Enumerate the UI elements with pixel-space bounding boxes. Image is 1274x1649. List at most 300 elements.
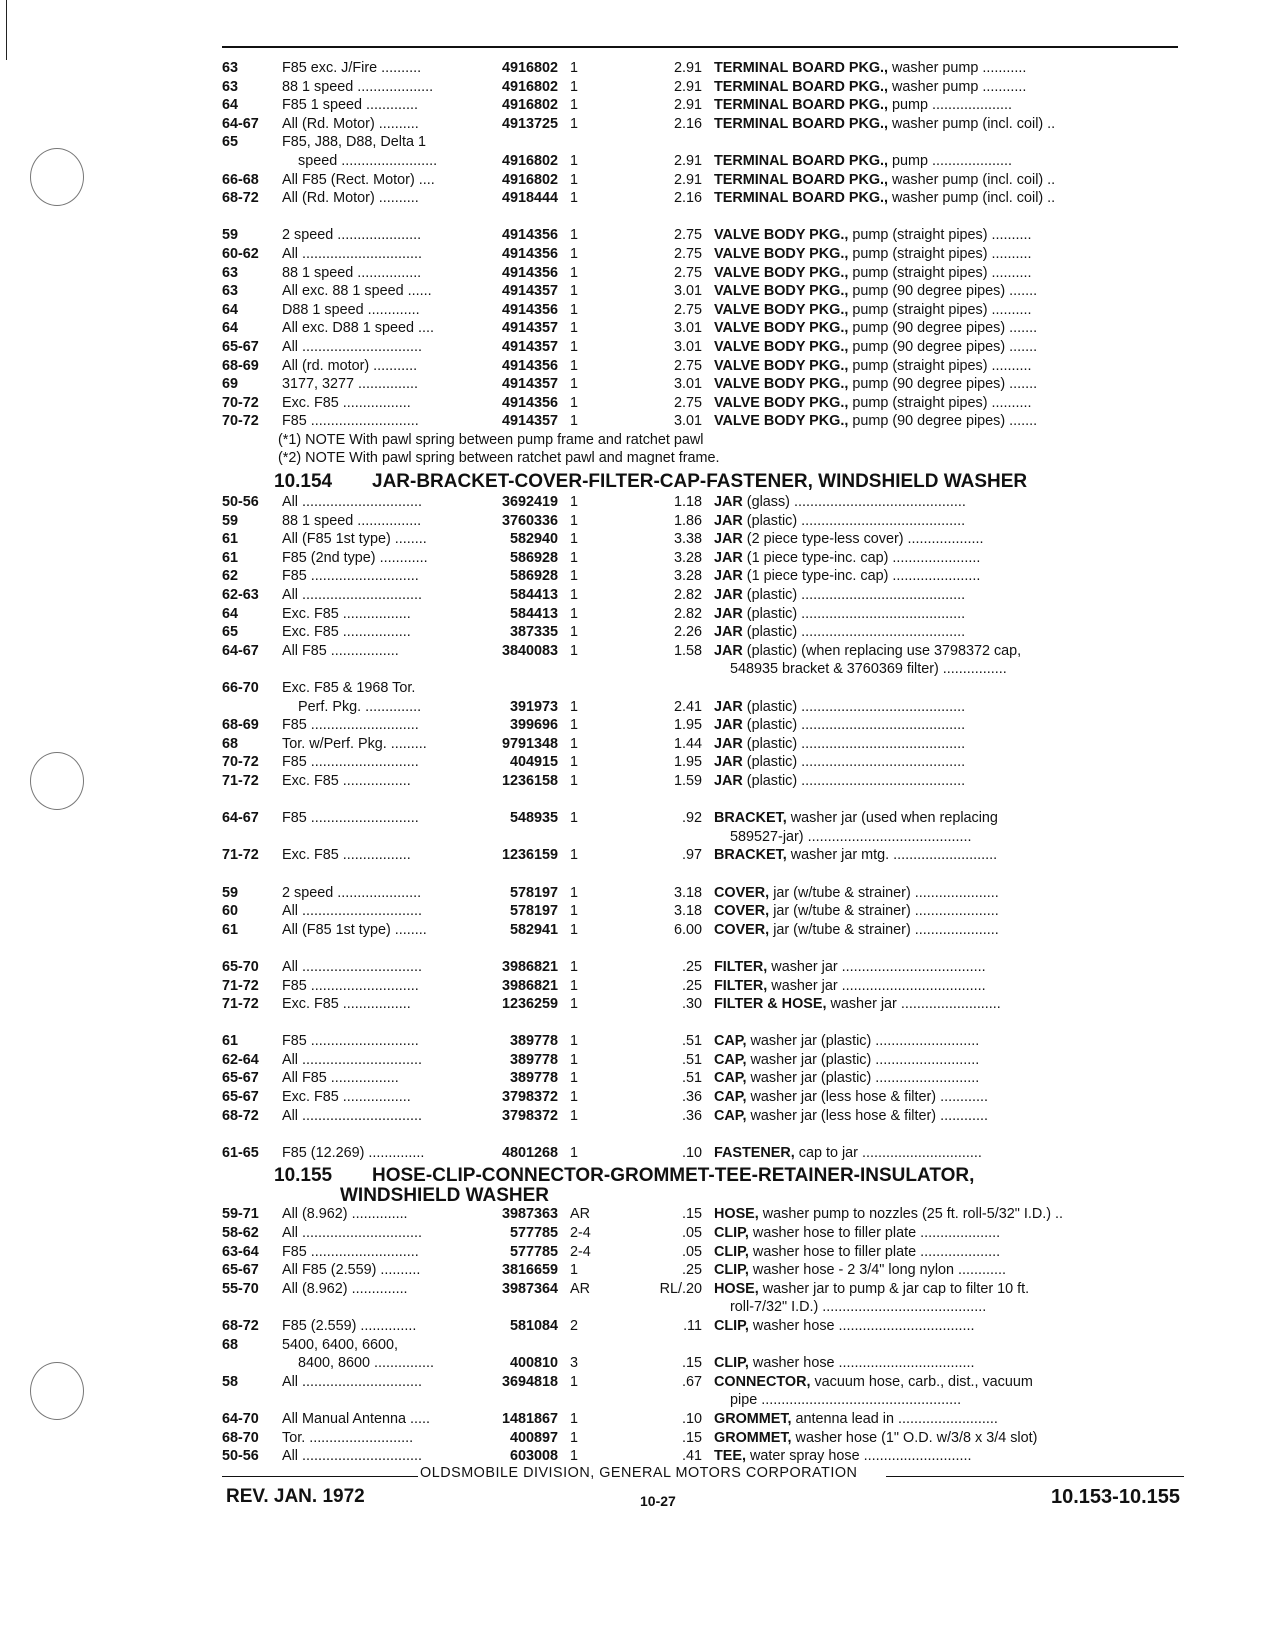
description	[714, 846, 1182, 865]
application: F85, J88, D88, Delta 1	[282, 134, 426, 151]
quantity: 1	[570, 642, 579, 659]
application: 88 1 speed ................	[282, 512, 422, 529]
application: All ..............................	[282, 494, 422, 511]
parts-row	[222, 1144, 1182, 1163]
parts-row	[222, 977, 1182, 996]
price: .05	[681, 1243, 702, 1260]
quantity: 1	[570, 115, 579, 132]
quantity: 1	[570, 97, 579, 114]
part-number: 4914357	[501, 338, 558, 355]
price: .10	[681, 1410, 702, 1427]
application: All ..............................	[282, 1051, 422, 1068]
description	[714, 1107, 1182, 1126]
description-detail: jar (w/tube & strainer) .....................	[773, 921, 999, 938]
parts-row	[222, 189, 1182, 208]
application: All (Rd. Motor) ..........	[282, 190, 419, 207]
description-detail: washer jar (plastic) ..........................	[750, 1070, 980, 1087]
parts-row	[222, 1336, 1182, 1355]
footer-section-range: 10.153-10.155	[1050, 1486, 1180, 1508]
description-name: JAR	[714, 512, 743, 529]
description-name: HOSE,	[714, 1206, 759, 1223]
row-gap	[222, 939, 1182, 958]
quantity: 1	[570, 376, 579, 393]
application: 2 speed .....................	[282, 884, 422, 901]
year-range: 65-67	[222, 1262, 259, 1279]
year-range: 65-70	[222, 958, 259, 975]
punch-hole	[30, 752, 84, 810]
description	[714, 772, 1182, 791]
part-number: 4916802	[501, 78, 558, 95]
parts-row	[222, 1051, 1182, 1070]
quantity: 1	[570, 245, 579, 262]
year-range: 64	[222, 320, 239, 337]
parts-list	[222, 59, 1182, 1466]
year-range: 70-72	[222, 413, 259, 430]
application: All Manual Antenna .....	[282, 1410, 430, 1427]
application: Exc. F85 .................	[282, 605, 411, 622]
quantity: 1	[570, 413, 579, 430]
parts-row	[222, 133, 1182, 152]
description	[714, 1069, 1182, 1088]
part-number: 3987363	[501, 1206, 558, 1223]
part-number: 3694818	[501, 1373, 558, 1390]
section-title: HOSE-CLIP-CONNECTOR-GROMMET-TEE-RETAINER-INSULATOR,	[372, 1165, 975, 1187]
description-name: CLIP,	[714, 1243, 749, 1260]
price: 3.01	[673, 283, 702, 300]
description	[714, 549, 1182, 568]
row-gap	[222, 208, 1182, 227]
row-gap	[222, 1014, 1182, 1033]
quantity: 1	[570, 903, 579, 920]
quantity: 1	[570, 1089, 579, 1106]
description	[714, 1224, 1182, 1243]
price: 2.41	[673, 698, 702, 715]
description-name: COVER,	[714, 884, 770, 901]
year-range: 59	[222, 884, 239, 901]
description	[714, 301, 1182, 320]
parts-row	[222, 282, 1182, 301]
part-number: 4914356	[501, 394, 558, 411]
part-number: 3986821	[501, 958, 558, 975]
parts-row	[222, 679, 1182, 698]
year-range: 66-68	[222, 171, 259, 188]
part-number: 4918444	[501, 190, 558, 207]
description	[714, 412, 1182, 431]
quantity: 2-4	[570, 1225, 591, 1242]
description	[714, 977, 1182, 996]
year-range: 50-56	[222, 494, 259, 511]
parts-row	[222, 902, 1182, 921]
part-number: 4914356	[501, 245, 558, 262]
description-name: TERMINAL BOARD PKG.,	[714, 115, 889, 132]
parts-row	[222, 660, 1182, 679]
year-range: 64	[222, 301, 239, 318]
description-name: COVER,	[714, 903, 770, 920]
quantity: 1	[570, 190, 579, 207]
part-number: 4914356	[501, 264, 558, 281]
description	[714, 567, 1182, 586]
quantity: 1	[570, 735, 579, 752]
part-number: 584413	[509, 587, 558, 604]
description	[714, 1205, 1182, 1224]
parts-row	[222, 1243, 1182, 1262]
part-number: 3987364	[501, 1280, 558, 1297]
quantity: 1	[570, 884, 579, 901]
description-detail: pump (90 degree pipes) .......	[852, 376, 1038, 393]
part-number: 581084	[509, 1318, 558, 1334]
quantity: AR	[570, 1280, 590, 1297]
quantity: 1	[570, 1070, 579, 1087]
quantity: 1	[570, 1107, 579, 1124]
application: All ..............................	[282, 1225, 422, 1242]
description-name: VALVE BODY PKG.,	[714, 283, 849, 300]
description-detail: washer hose to filler plate ....................	[752, 1225, 1001, 1242]
description-detail: (2 piece type-less cover) ...................	[746, 531, 984, 548]
description-name: CONNECTOR,	[714, 1373, 811, 1390]
description-detail: pump (90 degree pipes) .......	[852, 283, 1038, 300]
price: .25	[681, 958, 702, 975]
quantity: 1	[570, 1144, 579, 1161]
quantity: 1	[570, 568, 579, 585]
parts-row	[222, 1410, 1182, 1429]
year-range: 59	[222, 227, 239, 244]
description-detail: jar (w/tube & strainer) .....................	[773, 884, 999, 901]
description-name: VALVE BODY PKG.,	[714, 227, 849, 244]
description-name: FASTENER,	[714, 1144, 795, 1161]
description-name: HOSE,	[714, 1280, 759, 1297]
year-range: 63	[222, 78, 239, 95]
description	[714, 78, 1182, 97]
description-detail: (plastic) .........................................	[746, 587, 966, 604]
parts-row	[222, 301, 1182, 320]
description	[714, 809, 1182, 828]
description-detail: washer pump (incl. coil) ..	[892, 115, 1056, 132]
quantity: AR	[570, 1206, 590, 1223]
year-range: 68	[222, 735, 239, 752]
quantity: 1	[570, 717, 579, 734]
application: F85 ...........................	[282, 717, 419, 734]
part-number: 578197	[509, 884, 558, 901]
application: All ..............................	[282, 245, 422, 262]
parts-row	[222, 412, 1182, 431]
description-name: JAR	[714, 494, 743, 511]
year-range: 63	[222, 60, 239, 76]
application: All (8.962) ..............	[282, 1206, 408, 1223]
quantity: 1	[570, 1410, 579, 1427]
description	[714, 59, 1182, 78]
parts-row	[222, 1373, 1182, 1392]
part-number: 4916802	[501, 97, 558, 114]
application: 2 speed .....................	[282, 227, 422, 244]
price: 1.86	[673, 512, 702, 529]
price: 2.82	[673, 587, 702, 604]
application: All exc. D88 1 speed ....	[282, 320, 434, 337]
application: All exc. 88 1 speed ......	[282, 283, 432, 300]
year-range: 60-62	[222, 245, 259, 262]
application: speed ........................	[298, 152, 438, 169]
description-detail: washer jar .........................	[830, 996, 1001, 1013]
description-name: FILTER,	[714, 958, 768, 975]
price: 2.91	[673, 97, 702, 114]
top-rule	[222, 46, 1178, 48]
quantity: 1	[570, 847, 579, 864]
part-number: 603008	[509, 1448, 558, 1465]
section-heading-line2	[222, 1187, 1182, 1205]
year-range: 62-63	[222, 587, 259, 604]
description-detail: pipe ..................................................	[730, 1392, 962, 1409]
description	[714, 1317, 1182, 1336]
punch-hole	[30, 148, 84, 206]
description-name: TERMINAL BOARD PKG.,	[714, 78, 889, 95]
part-number: 4916802	[501, 152, 558, 169]
parts-row	[222, 1088, 1182, 1107]
parts-row	[222, 152, 1182, 171]
description-detail: (plastic) .........................................	[746, 772, 966, 789]
year-range: 64	[222, 97, 239, 114]
quantity: 1	[570, 958, 579, 975]
price: 3.01	[673, 376, 702, 393]
description-detail: pump ....................	[892, 152, 1012, 169]
parts-row	[222, 493, 1182, 512]
part-number: 400897	[509, 1429, 558, 1446]
description-name: JAR	[714, 531, 743, 548]
description	[714, 1144, 1182, 1163]
description	[714, 660, 1198, 679]
price: 1.59	[673, 772, 702, 789]
part-number: 582941	[509, 921, 558, 938]
parts-row	[222, 567, 1182, 586]
description-name: JAR	[714, 605, 743, 622]
application: Tor. w/Perf. Pkg. .........	[282, 735, 427, 752]
description	[714, 245, 1182, 264]
description	[714, 1410, 1182, 1429]
description	[714, 884, 1182, 903]
part-number: 4914357	[501, 320, 558, 337]
price: 2.91	[673, 78, 702, 95]
description	[714, 1447, 1182, 1466]
description-detail: pump ....................	[892, 97, 1012, 114]
year-range: 65-67	[222, 338, 259, 355]
description-detail: washer jar ....................................	[771, 958, 986, 975]
description-detail: (plastic) (when replacing use 3798372 cap,	[746, 642, 1022, 659]
quantity: 1	[570, 996, 579, 1013]
price: 2.75	[673, 301, 702, 318]
price: 1.95	[673, 754, 702, 771]
application: All ..............................	[282, 903, 422, 920]
application: All ..............................	[282, 1373, 422, 1390]
application: F85 ...........................	[282, 1243, 419, 1260]
part-number: 404915	[509, 754, 558, 771]
application: Exc. F85 .................	[282, 996, 411, 1013]
parts-row	[222, 226, 1182, 245]
section-title: JAR-BRACKET-COVER-FILTER-CAP-FASTENER, WINDSHIELD WASHER	[372, 471, 1028, 493]
year-range: 71-72	[222, 977, 259, 994]
quantity: 1	[570, 78, 579, 95]
part-number: 3986821	[501, 977, 558, 994]
parts-row	[222, 828, 1182, 847]
description	[714, 171, 1182, 190]
year-range: 68-69	[222, 717, 259, 734]
description	[714, 605, 1182, 624]
description-detail: washer jar (used when replacing	[790, 810, 998, 827]
price: .92	[681, 810, 702, 827]
part-number: 391973	[509, 698, 558, 715]
price: 2.91	[673, 60, 702, 76]
year-range: 64-67	[222, 115, 259, 132]
part-number: 399696	[509, 717, 558, 734]
description-name: JAR	[714, 698, 743, 715]
price: RL/.20	[659, 1280, 702, 1297]
quantity: 1	[570, 1051, 579, 1068]
description-name: VALVE BODY PKG.,	[714, 376, 849, 393]
description-detail: (plastic) .........................................	[746, 735, 966, 752]
quantity: 1	[570, 512, 579, 529]
description	[714, 357, 1182, 376]
application: F85 (2nd type) ............	[282, 549, 428, 566]
description-name: TERMINAL BOARD PKG.,	[714, 152, 889, 169]
description-name: COVER,	[714, 921, 770, 938]
row-gap	[222, 791, 1182, 810]
quantity: 1	[570, 227, 579, 244]
application: F85 (12.269) ..............	[282, 1144, 425, 1161]
description-name: CLIP,	[714, 1318, 749, 1334]
description-detail: (plastic) .........................................	[746, 624, 966, 641]
description-name: CAP,	[714, 1107, 747, 1124]
price: 2.75	[673, 357, 702, 374]
description	[714, 716, 1182, 735]
year-range: 68-70	[222, 1429, 259, 1446]
description-detail: 548935 bracket & 3760369 filter) ................	[730, 661, 1007, 678]
part-number: 4913725	[501, 115, 558, 132]
application: F85 (2.559) ..............	[282, 1318, 417, 1334]
application: All ..............................	[282, 1107, 422, 1124]
description-detail: washer hose to filler plate ....................	[752, 1243, 1001, 1260]
application: All F85 (Rect. Motor) ....	[282, 171, 435, 188]
parts-row	[222, 96, 1182, 115]
part-number: 1236159	[501, 847, 558, 864]
year-range: 61	[222, 1033, 239, 1050]
description	[714, 512, 1182, 531]
parts-row	[222, 1429, 1182, 1448]
description	[714, 735, 1182, 754]
part-number: 4914356	[501, 357, 558, 374]
description	[714, 1243, 1182, 1262]
description	[714, 995, 1182, 1014]
price: .25	[681, 1262, 702, 1279]
description-detail: washer jar to pump & jar cap to filter 10 ft.	[762, 1280, 1030, 1297]
description-name: TERMINAL BOARD PKG.,	[714, 171, 889, 188]
description-name: TERMINAL BOARD PKG.,	[714, 60, 889, 76]
description	[714, 115, 1182, 134]
description	[714, 394, 1182, 413]
parts-row	[222, 586, 1182, 605]
quantity: 2	[570, 1318, 579, 1334]
application: All ..............................	[282, 958, 422, 975]
description-name: VALVE BODY PKG.,	[714, 394, 849, 411]
quantity: 2-4	[570, 1243, 591, 1260]
description	[714, 1373, 1182, 1392]
part-number: 1236158	[501, 772, 558, 789]
price: .10	[681, 1144, 702, 1161]
price: 2.75	[673, 245, 702, 262]
quantity: 3	[570, 1355, 579, 1372]
price: 2.75	[673, 394, 702, 411]
description	[714, 264, 1182, 283]
description-name: JAR	[714, 735, 743, 752]
parts-row	[222, 338, 1182, 357]
quantity: 1	[570, 754, 579, 771]
section-number: 10.155	[274, 1165, 333, 1187]
part-number: 389778	[509, 1070, 558, 1087]
price: 2.16	[673, 115, 702, 132]
parts-row	[222, 264, 1182, 283]
year-range: 59	[222, 512, 239, 529]
year-range: 61	[222, 921, 239, 938]
description-detail: washer pump (incl. coil) ..	[892, 171, 1056, 188]
description	[714, 1032, 1182, 1051]
year-range: 68-72	[222, 1107, 259, 1124]
quantity: 1	[570, 1429, 579, 1446]
footnote: (*2) NOTE With pawl spring between ratchet pawl and magnet frame.	[278, 450, 720, 467]
part-number: 586928	[509, 549, 558, 566]
application: F85 ...........................	[282, 568, 419, 585]
description-name: VALVE BODY PKG.,	[714, 338, 849, 355]
parts-row	[222, 772, 1182, 791]
price: 3.28	[673, 568, 702, 585]
parts-row	[222, 375, 1182, 394]
quantity: 1	[570, 549, 579, 566]
year-range: 58	[222, 1373, 239, 1390]
description	[714, 375, 1182, 394]
description-name: BRACKET,	[714, 810, 787, 827]
part-number: 577785	[509, 1243, 558, 1260]
quantity: 1	[570, 977, 579, 994]
price: 1.18	[673, 494, 702, 511]
description-name: GROMMET,	[714, 1429, 792, 1446]
footnote: (*1) NOTE With pawl spring between pump frame and ratchet pawl	[278, 431, 704, 448]
part-number: 582940	[509, 531, 558, 548]
quantity: 1	[570, 357, 579, 374]
price: .36	[681, 1089, 702, 1106]
description-name: JAR	[714, 642, 743, 659]
description	[714, 282, 1182, 301]
price: 1.58	[673, 642, 702, 659]
parts-row	[222, 245, 1182, 264]
price: .15	[681, 1429, 702, 1446]
description	[714, 1298, 1198, 1317]
year-range: 65	[222, 134, 239, 151]
application: All ..............................	[282, 587, 422, 604]
parts-row	[222, 623, 1182, 642]
quantity: 1	[570, 301, 579, 318]
price: 3.01	[673, 413, 702, 430]
price: .51	[681, 1033, 702, 1050]
description-detail: washer jar (plastic) ..........................	[750, 1051, 980, 1068]
part-number: 4914357	[501, 413, 558, 430]
description-detail: (1 piece type-inc. cap) ......................	[746, 549, 981, 566]
price: 2.75	[673, 264, 702, 281]
year-range: 62-64	[222, 1051, 259, 1068]
description-detail: washer hose ..................................	[752, 1355, 975, 1372]
description	[714, 1429, 1182, 1448]
description-name: BRACKET,	[714, 847, 787, 864]
part-number: 4916802	[501, 171, 558, 188]
year-range: 59-71	[222, 1206, 259, 1223]
application: F85 ...........................	[282, 1033, 419, 1050]
description-detail: washer hose ..................................	[752, 1318, 975, 1334]
quantity: 1	[570, 921, 579, 938]
year-range: 55-70	[222, 1280, 259, 1297]
